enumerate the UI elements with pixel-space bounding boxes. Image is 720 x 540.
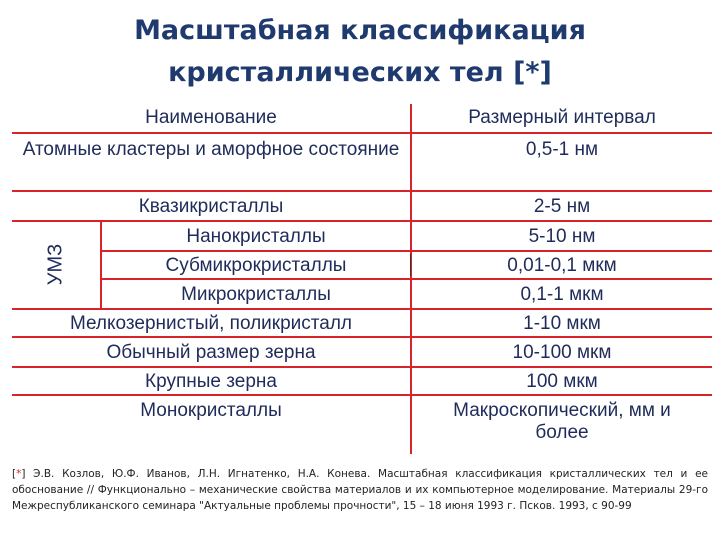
title-line-1: Масштабная классификация <box>134 15 586 46</box>
row-name: Нанокристаллы <box>186 226 326 247</box>
row-name: Мелкозернистый, поликристалл <box>69 313 353 334</box>
header-name: Наименование <box>145 107 277 128</box>
row-name: Субмикрокристаллы <box>165 255 347 276</box>
row-name: Микрокристаллы <box>181 284 331 305</box>
row-range: 100 мкм <box>526 371 598 392</box>
row-divider <box>12 132 712 134</box>
reference-note: [*] Э.В. Козлов, Ю.Ф. Иванов, Л.Н. Игнатенко, Н.А. Конева. Масштабная классификация кристаллических тел и ее обоснование // Функционально – механические свойства материалов и их компьютерное моделирование. Материалы 29-го Межреспубликанского семинара "Актуальные проблемы прочности", 15 – 18 июня 1993 г. Псков. 1993, с 90-99 <box>12 468 708 512</box>
header-range: Размерный интервал <box>468 107 656 128</box>
row-range: 2-5 нм <box>533 196 591 217</box>
row-name: Обычный размер зерна <box>106 342 316 363</box>
group-label-umz: УМЗ <box>44 243 67 286</box>
row-range: 0,01-0,1 мкм <box>507 255 617 276</box>
reference-text: Э.В. Козлов, Ю.Ф. Иванов, Л.Н. Игнатенко, Н.А. Конева. Масштабная классификация кристаллических тел и ее обоснование // Функционально – механические свойства материалов и их компьютерное моделирование. Материалы 29-го Межреспубликанского семинара "Актуальные проблемы прочности", 15 – 18 июня 1993 г. Псков. 1993, с 90-99 <box>12 468 708 512</box>
row-range: 0,5-1 нм <box>525 139 599 160</box>
row-range: 5-10 нм <box>528 226 596 247</box>
row-name: Крупные зерна <box>145 371 277 392</box>
row-divider <box>12 190 712 192</box>
reference-marker: * <box>16 468 22 480</box>
row-divider <box>12 308 712 310</box>
row-divider <box>12 220 712 222</box>
row-name: Монокристаллы <box>140 400 282 421</box>
slide-title <box>0 10 720 94</box>
column-divider-segment <box>410 254 411 276</box>
row-divider <box>12 336 712 338</box>
title-line-2: кристаллических тел [*] <box>168 57 552 88</box>
row-divider <box>100 278 712 280</box>
row-name: Атомные кластеры и аморфное состояние <box>22 139 400 160</box>
row-range: 1-10 мкм <box>523 313 601 334</box>
row-name: Квазикристаллы <box>138 196 284 217</box>
classification-table <box>12 104 712 454</box>
row-divider <box>12 394 712 396</box>
row-range: 10-100 мкм <box>512 342 612 363</box>
row-range: 0,1-1 мкм <box>520 284 604 305</box>
row-divider <box>12 366 712 368</box>
row-range: Макроскопический, мм и более <box>453 400 671 443</box>
row-divider <box>100 250 712 252</box>
